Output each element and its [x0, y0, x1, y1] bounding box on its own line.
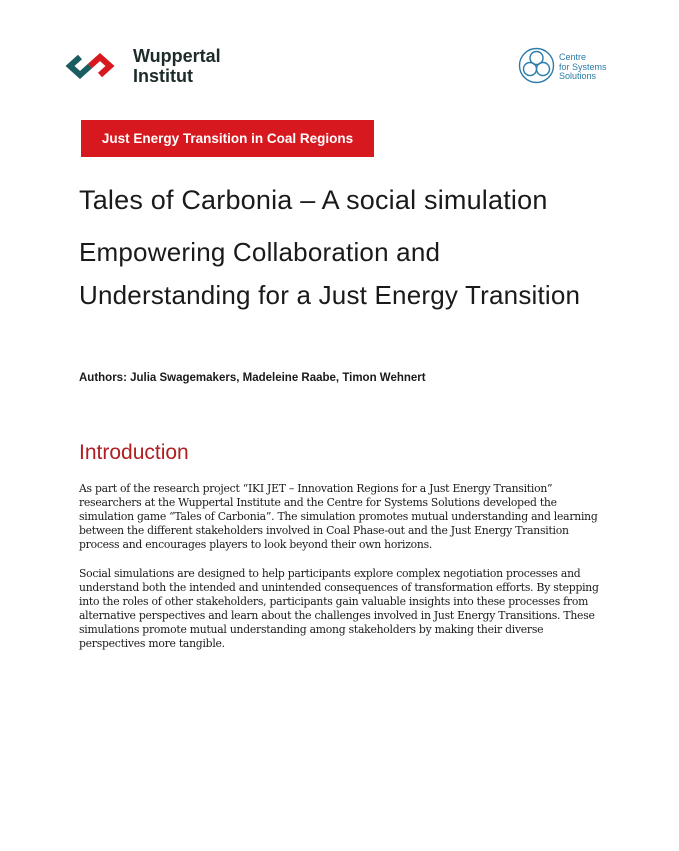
wuppertal-logo-mark-icon — [64, 52, 126, 80]
wuppertal-logo-text — [133, 46, 221, 86]
css-logo-line1: Centre — [559, 52, 587, 62]
page-subtitle: Empowering Collaboration and Understanding for a Just Energy Transition — [79, 237, 581, 310]
introduction-paragraph-1: As part of the research project “IKI JET – Innovation Regions for a Just Energy Transition” researchers at the Wuppertal Institute and the Centre for Systems Solutions developed the simulation game “Tales of Carbonia”. The simulation promotes mutual understanding and learning between the different stakeholders involved in Coal Phase-out and the Just Energy Transition process and encourages players to look beyond their own horizons. — [79, 482, 598, 551]
wuppertal-logo-line2: Institut — [133, 66, 193, 86]
wuppertal-logo-line1: Wuppertal — [133, 46, 221, 66]
wuppertal-institut-logo — [64, 45, 239, 87]
page-title: Tales of Carbonia – A social simulation — [79, 185, 548, 215]
centre-for-systems-solutions-logo — [518, 47, 618, 87]
css-circles-logo-icon — [518, 47, 555, 84]
authors-line: Authors: Julia Swagemakers, Madeleine Raabe, Timon Wehnert — [79, 372, 426, 384]
category-tag: Just Energy Transition in Coal Regions — [81, 120, 374, 157]
css-logo-line2: for Systems — [559, 61, 607, 72]
css-logo-text — [559, 53, 607, 82]
introduction-paragraph-2: Social simulations are designed to help participants explore complex negotiation processes and understand both the intended and unintended consequences of transformation efforts. By stepping into the roles of other stakeholders, participants gain valuable insights into these processes from alternative perspectives and learn about the challenges involved in Just Energy Transitions. These simulations promote mutual understanding among stakeholders by making their diverse perspectives more tangible. — [79, 567, 599, 650]
introduction-heading: Introduction — [79, 441, 189, 464]
css-logo-line3: Solutions — [559, 71, 597, 81]
